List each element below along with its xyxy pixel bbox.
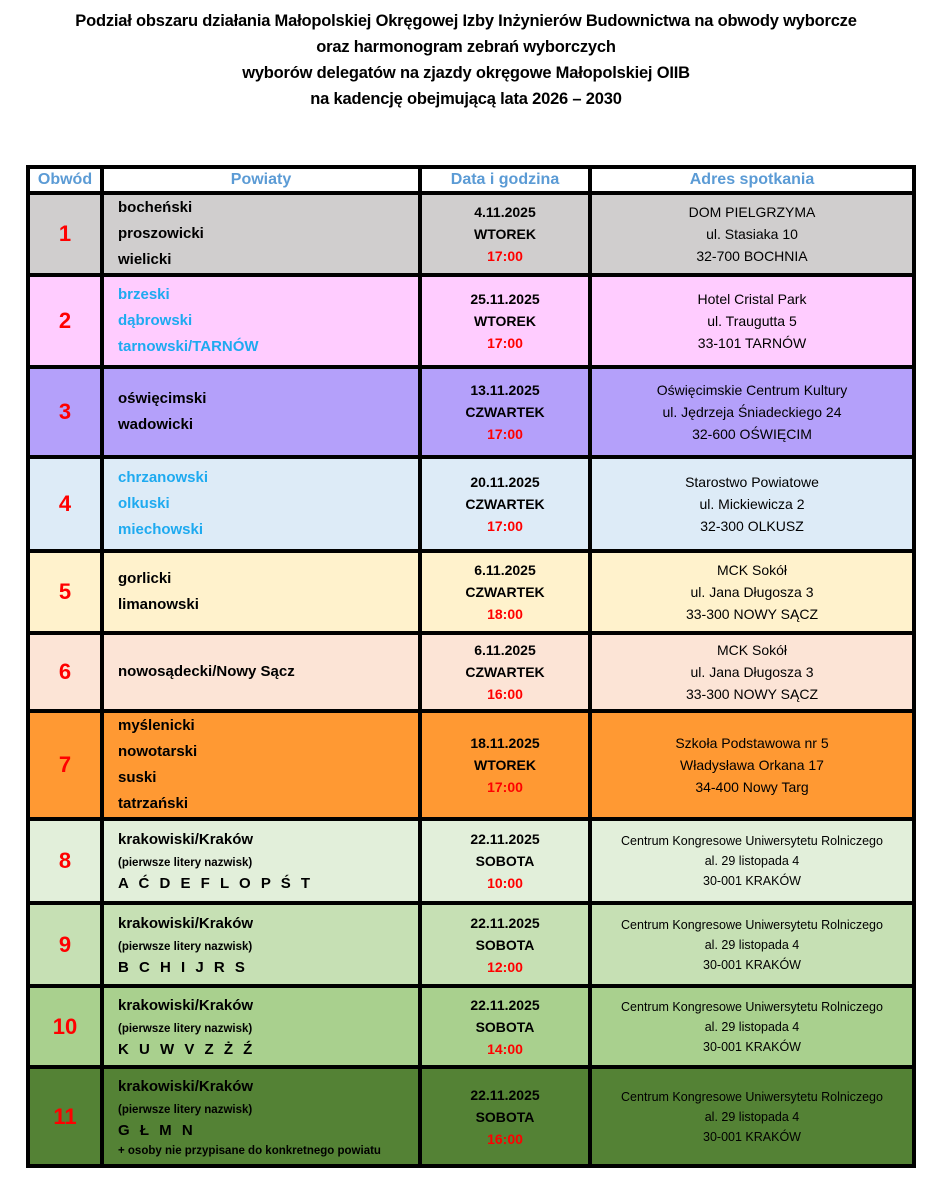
powiaty-cell (102, 367, 420, 457)
address-line: 32-300 OLKUSZ (700, 518, 804, 534)
header-row (28, 167, 914, 193)
table-row (28, 633, 914, 711)
title-line: na kadencję obejmującą lata 2026 – 2030 (310, 90, 622, 108)
meeting-time: 17:00 (487, 248, 523, 264)
table-row (28, 367, 914, 457)
meeting-date: 13.11.2025 (470, 382, 540, 398)
powiat-name: myślenicki (118, 717, 195, 734)
meeting-date: 22.11.2025 (470, 1086, 540, 1103)
powiat-name: krakowiski/Kraków (118, 831, 254, 848)
table-row (28, 903, 914, 986)
powiaty-cell (102, 457, 420, 551)
meeting-time: 17:00 (487, 335, 523, 351)
table-row (28, 819, 914, 903)
header-data: Data i godzina (420, 167, 590, 193)
powiaty-cell (102, 711, 420, 819)
meeting-time: 10:00 (487, 875, 523, 891)
meeting-date: 22.11.2025 (470, 831, 540, 847)
title-line: wyborów delegatów na zjazdy okręgowe Małopolskiej OIIB (242, 64, 690, 82)
district-number: 8 (28, 819, 102, 903)
address-line: al. 29 listopada 4 (704, 937, 800, 952)
district-number: 7 (28, 711, 102, 819)
additional-note: + osoby nie przypisane do konkretnego powiatu (118, 1144, 381, 1157)
district-number: 1 (28, 193, 102, 275)
date-cell (420, 903, 590, 986)
meeting-time: 17:00 (487, 426, 523, 442)
address-cell (590, 1067, 914, 1166)
powiat-name: wadowicki (118, 416, 194, 433)
meeting-time: 17:00 (487, 779, 523, 795)
letters-caption: (pierwsze litery nazwisk) (118, 1022, 253, 1035)
meeting-date: 4.11.2025 (474, 204, 536, 220)
powiat-name: oświęcimski (118, 390, 207, 407)
meeting-day: WTOREK (474, 226, 536, 242)
district-number: 4 (28, 457, 102, 551)
letters-caption: (pierwsze litery nazwisk) (118, 1103, 253, 1116)
address-line: Centrum Kongresowe Uniwersytetu Rolniczego (621, 999, 883, 1014)
address-line: 33-101 TARNÓW (697, 335, 807, 351)
powiat-name: chrzanowski (118, 469, 209, 486)
powiaty-cell (102, 986, 420, 1067)
address-line: DOM PIELGRZYMA (688, 204, 816, 220)
district-number: 10 (28, 986, 102, 1067)
meeting-date: 22.11.2025 (470, 996, 540, 1013)
meeting-time: 16:00 (487, 1130, 523, 1147)
address-cell (590, 711, 914, 819)
surname-letters: K U W V Z Ż Ź (118, 1040, 256, 1058)
meeting-day: CZWARTEK (465, 584, 545, 600)
date-cell (420, 457, 590, 551)
address-cell (590, 633, 914, 711)
header-adres: Adres spotkania (590, 167, 914, 193)
address-line: Starostwo Powiatowe (685, 474, 819, 490)
meeting-time: 17:00 (487, 518, 523, 534)
powiat-name: krakowiski/Kraków (118, 996, 254, 1014)
meeting-time: 16:00 (487, 686, 523, 702)
district-number: 11 (28, 1067, 102, 1166)
table-body (28, 193, 914, 1166)
surname-letters: A Ć D E F L O P Ś T (118, 875, 314, 892)
district-number: 2 (28, 275, 102, 367)
powiaty-cell (102, 551, 420, 633)
powiat-name: tatrzański (118, 795, 189, 812)
district-number: 3 (28, 367, 102, 457)
address-line: MCK Sokół (716, 642, 788, 658)
address-line: ul. Stasiaka 10 (706, 226, 798, 242)
powiaty-cell (102, 819, 420, 903)
address-cell (590, 193, 914, 275)
address-line: 34-400 Nowy Targ (695, 779, 809, 795)
address-line: 30-001 KRAKÓW (703, 874, 801, 888)
meeting-date: 6.11.2025 (474, 642, 536, 658)
table-row (28, 457, 914, 551)
table-row (28, 275, 914, 367)
powiat-name: wielicki (118, 251, 172, 268)
powiat-name: nowosądecki/Nowy Sącz (118, 663, 295, 680)
address-line: 30-001 KRAKÓW (703, 1039, 801, 1054)
powiat-name: olkuski (118, 495, 170, 512)
date-cell (420, 986, 590, 1067)
address-line: MCK Sokół (716, 562, 788, 578)
date-cell (420, 275, 590, 367)
powiat-name: krakowiski/Kraków (118, 914, 254, 932)
powiat-name: brzeski (118, 286, 170, 303)
address-cell (590, 819, 914, 903)
meeting-day: CZWARTEK (465, 664, 545, 680)
powiat-name: nowotarski (118, 743, 198, 760)
address-line: Oświęcimskie Centrum Kultury (656, 382, 848, 398)
address-line: al. 29 listopada 4 (704, 854, 800, 868)
address-line: ul. Jana Długosza 3 (690, 584, 814, 600)
date-cell (420, 367, 590, 457)
powiat-name: limanowski (118, 596, 199, 613)
district-number: 5 (28, 551, 102, 633)
meeting-day: WTOREK (474, 313, 536, 329)
address-line: 32-600 OŚWIĘCIM (692, 426, 812, 442)
powiaty-cell (102, 1067, 420, 1166)
surname-letters: B C H I J R S (118, 958, 248, 976)
letters-caption: (pierwsze litery nazwisk) (118, 940, 253, 953)
date-cell (420, 193, 590, 275)
powiaty-cell (102, 903, 420, 986)
meeting-date: 6.11.2025 (474, 562, 536, 578)
powiat-name: gorlicki (118, 570, 172, 587)
address-line: al. 29 listopada 4 (704, 1019, 800, 1034)
meeting-day: SOBOTA (475, 936, 535, 953)
meeting-time: 12:00 (487, 958, 523, 975)
powiaty-cell (102, 275, 420, 367)
table-row (28, 711, 914, 819)
address-line: 33-300 NOWY SĄCZ (685, 686, 818, 702)
address-line: 30-001 KRAKÓW (703, 1129, 801, 1144)
address-line: 33-300 NOWY SĄCZ (685, 606, 818, 622)
address-line: Szkoła Podstawowa nr 5 (675, 735, 829, 751)
powiat-name: suski (118, 769, 157, 786)
meeting-date: 22.11.2025 (470, 914, 540, 931)
powiat-name: bocheński (118, 199, 193, 216)
address-cell (590, 903, 914, 986)
address-cell (590, 986, 914, 1067)
meeting-day: SOBOTA (475, 1018, 535, 1035)
district-number: 9 (28, 903, 102, 986)
powiat-name: proszowicki (118, 225, 204, 242)
meeting-day: CZWARTEK (465, 496, 545, 512)
meeting-day: SOBOTA (475, 853, 535, 869)
address-cell (590, 275, 914, 367)
letters-caption: (pierwsze litery nazwisk) (118, 857, 253, 869)
address-line: ul. Traugutta 5 (707, 313, 797, 329)
address-line: Centrum Kongresowe Uniwersytetu Rolniczego (621, 1089, 883, 1104)
date-cell (420, 1067, 590, 1166)
powiaty-cell (102, 633, 420, 711)
address-cell (590, 457, 914, 551)
address-line: ul. Jana Długosza 3 (690, 664, 814, 680)
table-row (28, 551, 914, 633)
date-cell (420, 551, 590, 633)
address-line: 30-001 KRAKÓW (703, 957, 801, 972)
powiaty-cell (102, 193, 420, 275)
powiat-name: miechowski (118, 521, 204, 538)
meeting-time: 14:00 (487, 1040, 523, 1057)
meeting-day: SOBOTA (475, 1108, 535, 1125)
meeting-time: 18:00 (487, 606, 523, 622)
title-line: Podział obszaru działania Małopolskiej Okręgowej Izby Inżynierów Budownictwa na obwody wyborcze (75, 12, 857, 30)
document-title (0, 8, 932, 112)
meeting-date: 20.11.2025 (470, 474, 540, 490)
powiat-name: tarnowski/TARNÓW (118, 338, 259, 355)
table-row (28, 1067, 914, 1166)
powiat-name: dąbrowski (118, 312, 193, 329)
address-line: Władysława Orkana 17 (680, 757, 824, 773)
date-cell (420, 711, 590, 819)
date-cell (420, 819, 590, 903)
table-row (28, 193, 914, 275)
address-line: al. 29 listopada 4 (704, 1109, 800, 1124)
address-line: Hotel Cristal Park (697, 291, 807, 307)
address-line: ul. Mickiewicza 2 (699, 496, 805, 512)
table-row (28, 986, 914, 1067)
powiat-name: krakowiski/Kraków (118, 1077, 254, 1095)
meeting-date: 18.11.2025 (470, 735, 540, 751)
address-line: 32-700 BOCHNIA (696, 248, 808, 264)
schedule-table (26, 165, 916, 1168)
address-cell (590, 367, 914, 457)
meeting-day: CZWARTEK (465, 404, 545, 420)
address-line: Centrum Kongresowe Uniwersytetu Rolniczego (621, 917, 883, 932)
meeting-day: WTOREK (474, 757, 536, 773)
date-cell (420, 633, 590, 711)
header-powiaty: Powiaty (102, 167, 420, 193)
address-line: Centrum Kongresowe Uniwersytetu Rolniczego (621, 834, 883, 848)
surname-letters: G Ł M N (118, 1121, 196, 1139)
title-line: oraz harmonogram zebrań wyborczych (316, 38, 616, 56)
header-obwod: Obwód (28, 167, 102, 193)
address-line: ul. Jędrzeja Śniadeckiego 24 (662, 404, 842, 420)
meeting-date: 25.11.2025 (470, 291, 540, 307)
district-number: 6 (28, 633, 102, 711)
address-cell (590, 551, 914, 633)
